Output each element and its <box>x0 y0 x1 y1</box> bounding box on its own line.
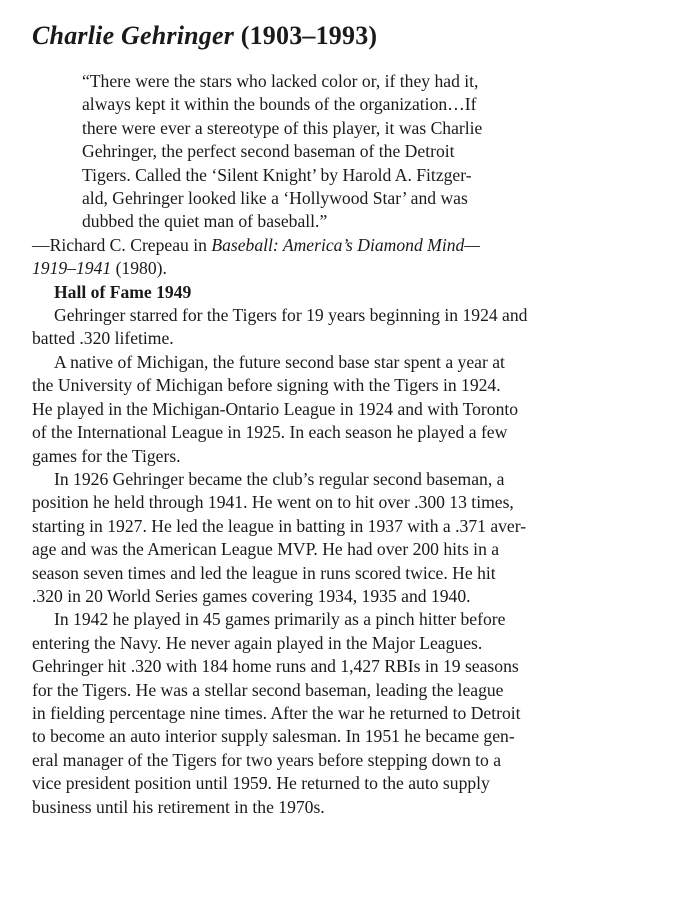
paragraph-line: Gehringer hit .320 with 184 home runs and 1,427 RBIs in 19 seasons <box>32 656 519 677</box>
paragraph-line: of the International League in 1925. In each season he played a few <box>32 422 508 443</box>
paragraph-line: Gehringer starred for the Tigers for 19 years beginning in 1924 and <box>54 305 528 326</box>
hall-of-fame-heading: Hall of Fame 1949 <box>54 281 192 302</box>
paragraph-line: to become an auto interior supply salesman. In 1951 he became gen- <box>32 726 515 747</box>
quote-line: ald, Gehringer looked like a ‘Hollywood Star’ and was <box>82 188 468 209</box>
quote-attribution <box>32 234 647 281</box>
paragraph-line: batted .320 lifetime. <box>32 328 174 349</box>
paragraph-line: entering the Navy. He never again played in the Major Leagues. <box>32 632 483 653</box>
block-quote <box>82 70 642 234</box>
attribution-prefix: —Richard C. Crepeau in <box>32 234 212 255</box>
attribution-line-2 <box>32 257 647 280</box>
attribution-book-title: Baseball: America’s Diamond Mind— <box>211 234 480 255</box>
attribution-suffix: (1980). <box>111 258 167 279</box>
paragraph-line: He played in the Michigan-Ontario League in 1924 and with Toronto <box>32 398 519 419</box>
paragraph-line: starting in 1927. He led the league in batting in 1937 with a .371 aver- <box>32 515 527 536</box>
paragraph-line: age and was the American League MVP. He had over 200 hits in a <box>32 539 500 560</box>
paragraph-line: the University of Michigan before signing with the Tigers in 1924. <box>32 375 501 396</box>
paragraph-line: in fielding percentage nine times. After the war he returned to Detroit <box>32 702 521 723</box>
title-name: Charlie Gehringer <box>32 21 235 50</box>
paragraph-line: vice president position until 1959. He returned to the auto supply <box>32 773 490 794</box>
quote-line: Tigers. Called the ‘Silent Knight’ by Harold A. Fitzger- <box>82 164 472 185</box>
title-years: (1903–1993) <box>240 21 378 50</box>
paragraph-line: .320 in 20 World Series games covering 1934, 1935 and 1940. <box>32 585 471 606</box>
quote-line: dubbed the quiet man of baseball.” <box>82 211 328 232</box>
paragraph-line: In 1926 Gehringer became the club’s regular second baseman, a <box>54 468 505 489</box>
paragraph <box>32 351 647 468</box>
paragraph <box>32 468 647 608</box>
document-page <box>32 20 647 819</box>
paragraph-line: In 1942 he played in 45 games primarily as a pinch hitter before <box>54 609 506 630</box>
paragraph-line: A native of Michigan, the future second base star spent a year at <box>54 351 505 372</box>
quote-line: Gehringer, the perfect second baseman of the Detroit <box>82 141 455 162</box>
paragraph-line: business until his retirement in the 1970s. <box>32 796 325 817</box>
attribution-line-1 <box>32 234 647 257</box>
quote-line: always kept it within the bounds of the organization…If <box>82 94 477 115</box>
quote-line: there were ever a stereotype of this player, it was Charlie <box>82 117 483 138</box>
paragraph <box>32 608 647 819</box>
paragraph-line: season seven times and led the league in runs scored twice. He hit <box>32 562 496 583</box>
quote-line: “There were the stars who lacked color or, if they had it, <box>82 71 479 91</box>
paragraph-line: for the Tigers. He was a stellar second baseman, leading the league <box>32 679 504 700</box>
paragraph-line: games for the Tigers. <box>32 445 181 466</box>
paragraph-line: position he held through 1941. He went on to hit over .300 13 times, <box>32 492 514 513</box>
paragraph <box>32 304 647 351</box>
page-title <box>32 20 647 52</box>
attribution-book-years: 1919–1941 <box>32 258 112 279</box>
paragraph-line: eral manager of the Tigers for two years before stepping down to a <box>32 749 502 770</box>
